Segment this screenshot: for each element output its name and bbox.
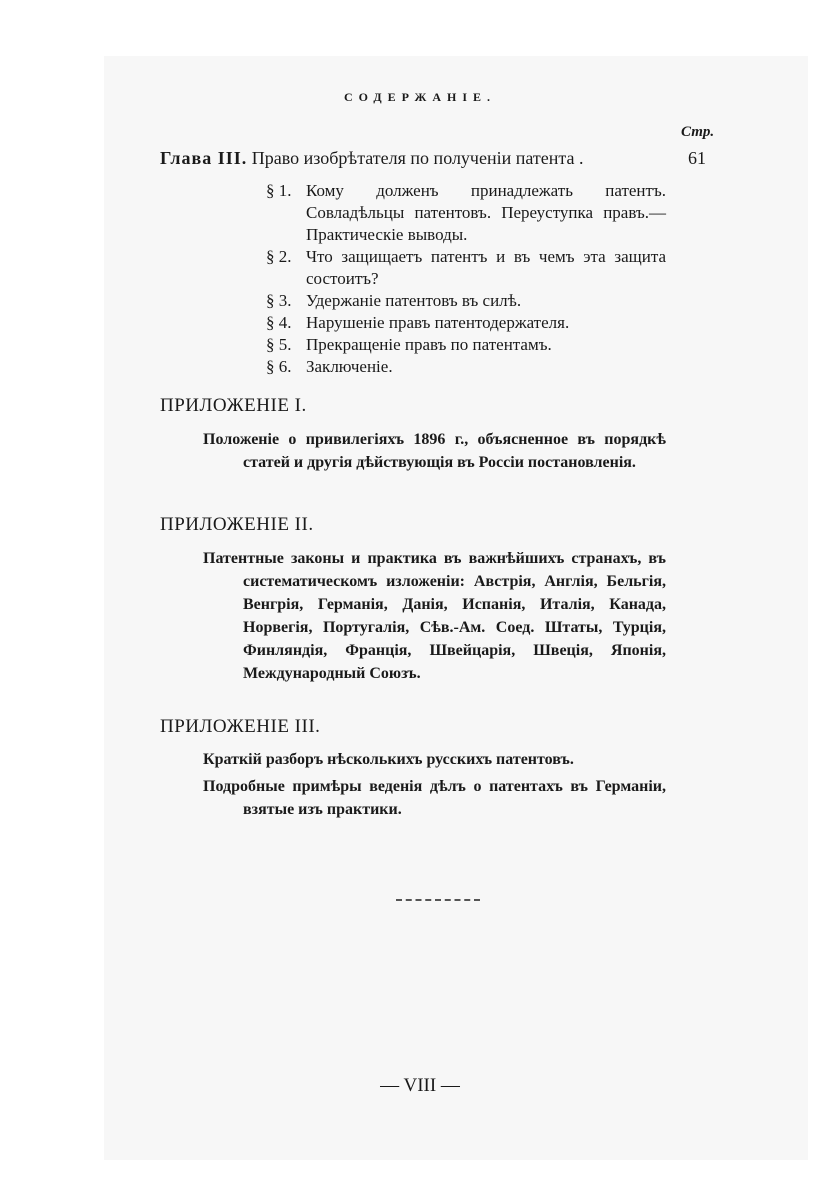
section-item xyxy=(266,246,666,290)
appendix-2-item: Патентные законы и практика въ важнѣйшихъ странахъ, въ систематическомъ изложеніи: Австрія, Англія, Бельгія, Венгрія, Германія, Данія, Испанія, Италія, Канада, Норвегія, Португалія, Сѣв.-Ам. Соед. Штаты, Турція, Финляндія, Франція, Швейцарія, Швеція, Японія, Международный Союзъ. xyxy=(203,550,666,682)
appendix-2-heading: ПРИЛОЖЕНІЕ II. xyxy=(160,514,314,535)
ornament-divider xyxy=(396,899,480,901)
section-text: Нарушеніе правъ патентодержателя. xyxy=(306,313,570,332)
page-number: — VIII — xyxy=(380,1075,460,1096)
section-item xyxy=(266,312,666,334)
section-number: § 2. xyxy=(266,247,292,266)
section-item xyxy=(266,356,666,378)
section-item xyxy=(266,290,666,312)
section-text: Удержаніе патентовъ въ силѣ. xyxy=(306,291,522,310)
section-text: Заключеніе. xyxy=(306,357,393,376)
appendix-3-body xyxy=(203,748,666,821)
appendix-3-item-1: Краткій разборъ нѣсколькихъ русскихъ патентовъ. xyxy=(203,751,574,768)
section-number: § 3. xyxy=(266,291,292,310)
page-column-label: Стр. xyxy=(681,124,715,140)
chapter-title: Право изобрѣтателя по полученіи патента . xyxy=(251,148,584,168)
appendix-3-item-2: Подробные примѣры веденія дѣлъ о патентахъ въ Германіи, взятые изъ практики. xyxy=(203,778,666,818)
appendix-2-body xyxy=(203,547,666,685)
section-number: § 6. xyxy=(266,357,292,376)
chapter-page-number: 61 xyxy=(688,148,706,168)
section-number: § 4. xyxy=(266,313,292,332)
page-title: СОДЕРЖАНІЕ. xyxy=(343,90,497,104)
section-number: § 1. xyxy=(266,181,292,200)
section-item xyxy=(266,334,666,356)
appendix-1-heading: ПРИЛОЖЕНІЕ I. xyxy=(160,395,307,416)
appendix-1-body xyxy=(203,428,666,474)
chapter-entry xyxy=(160,148,583,169)
section-text: Что защищаетъ патентъ и въ чемъ эта защита состоитъ? xyxy=(306,247,666,288)
section-list xyxy=(266,180,666,378)
section-item xyxy=(266,180,666,246)
appendix-3-heading: ПРИЛОЖЕНІЕ III. xyxy=(160,716,321,737)
section-number: § 5. xyxy=(266,335,292,354)
section-text: Прекращеніе правъ по патентамъ. xyxy=(306,335,552,354)
chapter-label: Глава III. xyxy=(160,148,248,168)
appendix-1-item: Положеніе о привилегіяхъ 1896 г., объясненное въ порядкѣ статей и другія дѣйствующія въ Россіи постановленія. xyxy=(203,431,666,471)
section-text: Кому долженъ принадлежать патентъ. Совладѣльцы патентовъ. Переуступка правъ.— Практическіе выводы. xyxy=(306,181,666,244)
